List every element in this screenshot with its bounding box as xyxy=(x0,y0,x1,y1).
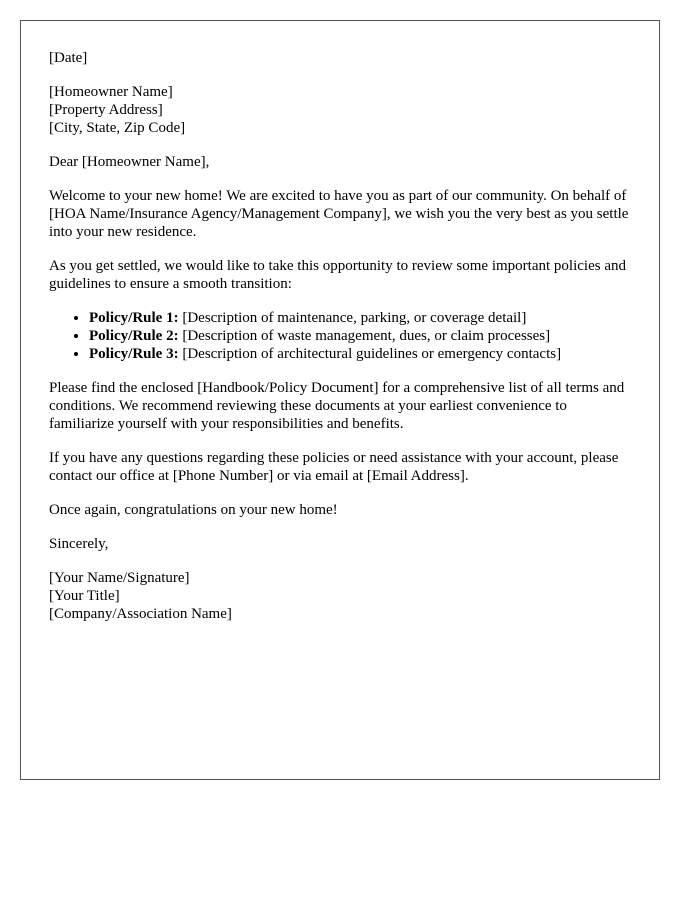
paragraph-intro: As you get settled, we would like to take this opportunity to review some important policies and guidelines to ensure a smooth transition: xyxy=(49,258,626,292)
recipient-city-line: [City, State, Zip Code] xyxy=(49,120,186,136)
policy-text: [Description of waste management, dues, or claim processes] xyxy=(178,328,551,344)
policy-item xyxy=(89,345,631,363)
policy-text: [Description of architectural guidelines or emergency contacts] xyxy=(178,346,562,362)
paragraph-contact: If you have any questions regarding these policies or need assistance with your account, please contact our office at [Phone Number] or via email at [Email Address]. xyxy=(49,450,619,484)
letter-page xyxy=(20,20,660,780)
signature-title: [Your Title] xyxy=(49,588,120,604)
signature-block xyxy=(49,569,631,623)
policy-item xyxy=(89,309,631,327)
signature-name: [Your Name/Signature] xyxy=(49,570,190,586)
recipient-address: [Property Address] xyxy=(49,102,163,118)
recipient-name: [Homeowner Name] xyxy=(49,84,173,100)
signature-company: [Company/Association Name] xyxy=(49,606,232,622)
closing: Sincerely, xyxy=(49,536,109,552)
recipient-block xyxy=(49,83,631,137)
letter-date: [Date] xyxy=(49,50,88,66)
paragraph-welcome: Welcome to your new home! We are excited to have you as part of our community. On behalf of [HOA Name/Insurance Agency/Management Company], we wish you the very best as you settle into your new residence. xyxy=(49,188,629,240)
policy-text: [Description of maintenance, parking, or coverage detail] xyxy=(178,310,527,326)
paragraph-congrats: Once again, congratulations on your new home! xyxy=(49,502,338,518)
policy-label: Policy/Rule 3: xyxy=(89,346,179,362)
policy-label: Policy/Rule 1: xyxy=(89,310,179,326)
paragraph-handbook: Please find the enclosed [Handbook/Policy Document] for a comprehensive list of all terms and conditions. We recommend reviewing these documents at your earliest convenience to familiarize yourself with your responsibilities and benefits. xyxy=(49,380,625,432)
policy-label: Policy/Rule 2: xyxy=(89,328,179,344)
policy-list xyxy=(49,309,631,363)
salutation: Dear [Homeowner Name], xyxy=(49,154,210,170)
policy-item xyxy=(89,327,631,345)
